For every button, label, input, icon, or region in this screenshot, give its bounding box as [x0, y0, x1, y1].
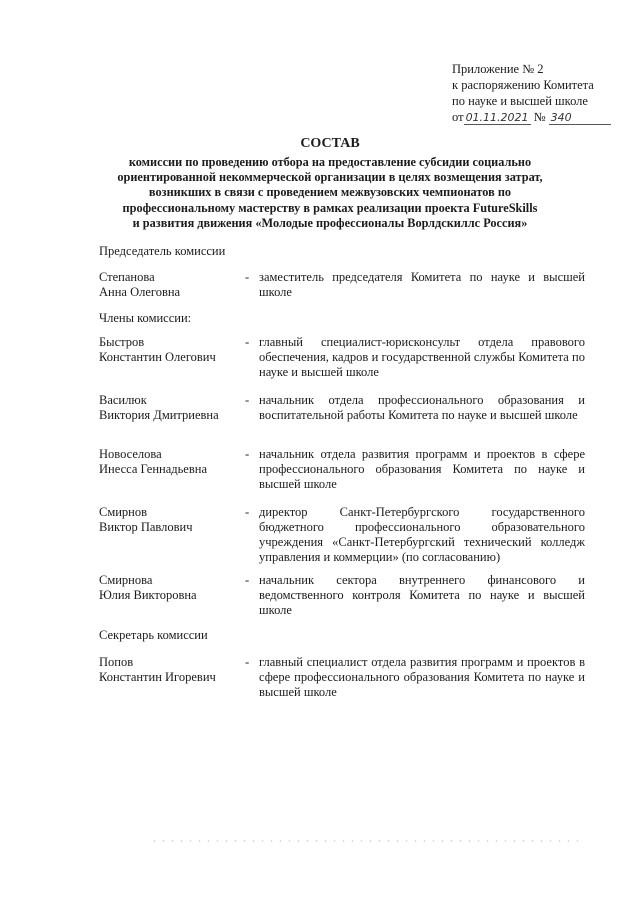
- member-given-name: Юлия Викторовна: [99, 588, 197, 602]
- member-name: [99, 393, 239, 423]
- subtitle-line: ориентированной некоммерческой организации в целях возмещения затрат,: [117, 170, 543, 185]
- dash: -: [245, 447, 250, 461]
- subtitle-line: и развития движения «Молодые профессионалы Ворлдскиллс Россия»: [132, 215, 528, 230]
- appendix-header: [452, 61, 611, 125]
- subtitle-line: профессиональному мастерству в рамках реализации проекта FutureSkills: [122, 200, 538, 215]
- member-role: заместитель председателя Комитета по науке и высшей школе: [259, 270, 585, 299]
- member-given-name: Виктор Павлович: [99, 520, 193, 534]
- section-members: Члены комиссии:: [99, 311, 192, 325]
- member-surname: Попов: [99, 655, 134, 669]
- document-subtitle: [92, 155, 568, 231]
- member-role: главный специалист отдела развития программ и проектов в сфере профессионального образования Комитета по науке и высшей школе: [259, 655, 585, 699]
- member-given-name: Инесса Геннадьевна: [99, 462, 207, 476]
- member-surname: Степанова: [99, 270, 155, 284]
- scan-artifact-dots: [150, 840, 580, 842]
- member-surname: Смирнов: [99, 505, 148, 519]
- appendix-committee: по науке и высшей школе: [452, 94, 588, 108]
- dash: -: [245, 393, 250, 407]
- from-label: от: [452, 110, 464, 124]
- dash: -: [245, 573, 250, 587]
- section-chairman: Председатель комиссии: [99, 244, 226, 258]
- member-surname: Быстров: [99, 335, 145, 349]
- section-secretary: Секретарь комиссии: [99, 628, 208, 642]
- subtitle-line: комиссии по проведению отбора на предоставление субсидии социально: [128, 155, 532, 169]
- dash: -: [245, 270, 250, 284]
- dash: -: [245, 655, 250, 669]
- document-title-block: [92, 135, 568, 231]
- member-role: главный специалист-юрисконсульт отдела правового обеспечения, кадров и государственной службы Комитета по науке и высшей школе: [259, 335, 585, 379]
- member-surname: Смирнова: [99, 573, 153, 587]
- subtitle-line: возникших в связи с проведением межвузовских чемпионатов по: [148, 185, 512, 200]
- member-role: начальник отдела развития программ и проектов в сфере профессионального образования Комитета по науке и высшей школе: [259, 447, 585, 491]
- appendix-order-ref: к распоряжению Комитета: [452, 78, 594, 92]
- appendix-date-line: [452, 109, 611, 125]
- handwritten-date: 01.11.2021: [465, 111, 529, 124]
- member-role: начальник отдела профессионального образования и воспитательной работы Комитета по науке и высшей школе: [259, 393, 585, 422]
- member-given-name: Виктория Дмитриевна: [99, 408, 219, 422]
- document-title: СОСТАВ: [300, 136, 360, 151]
- dash: -: [245, 335, 250, 349]
- member-name: [99, 505, 239, 535]
- dash: -: [245, 505, 250, 519]
- member-role: директор Санкт-Петербургского государственного бюджетного профессионального образовательного учреждения «Санкт-Петербургский технический колледж управления и коммерции» (по согласованию): [259, 505, 585, 564]
- member-name: [99, 573, 239, 603]
- member-given-name: Анна Олеговна: [99, 285, 181, 299]
- member-name: [99, 447, 239, 477]
- number-label: №: [533, 110, 546, 124]
- member-name: [99, 335, 239, 365]
- member-name: [99, 655, 239, 685]
- appendix-number: Приложение № 2: [452, 62, 544, 76]
- member-given-name: Константин Олегович: [99, 350, 216, 364]
- member-surname: Василюк: [99, 393, 147, 407]
- member-name: [99, 270, 239, 300]
- member-surname: Новоселова: [99, 447, 162, 461]
- member-role: начальник сектора внутреннего финансового и ведомственного контроля Комитета по науке и высшей школе: [259, 573, 585, 617]
- member-given-name: Константин Игоревич: [99, 670, 216, 684]
- handwritten-number: 340: [549, 112, 611, 125]
